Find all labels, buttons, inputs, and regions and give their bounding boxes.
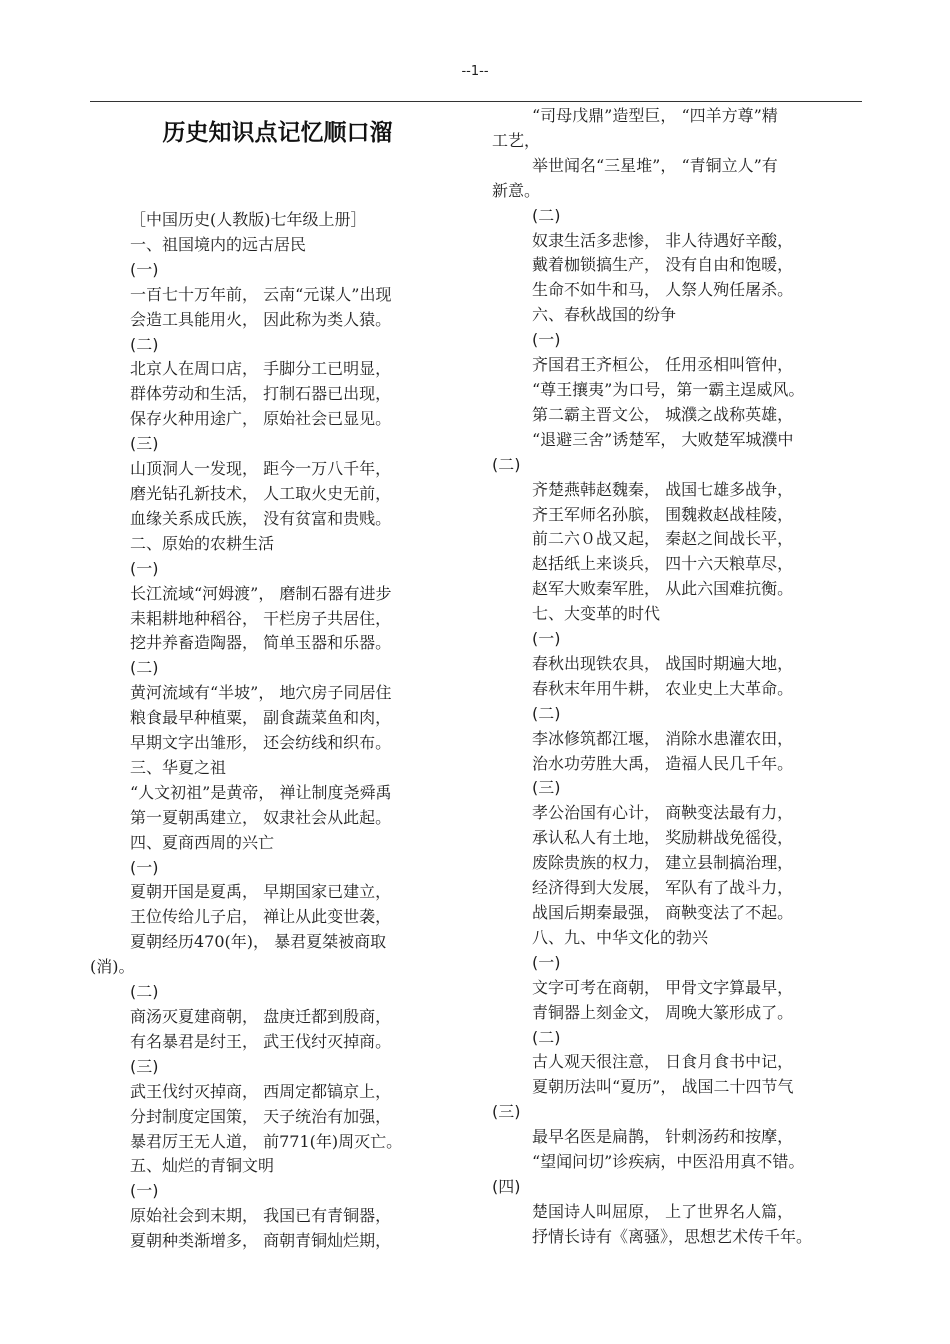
subsection-marker: (二) [130, 658, 159, 678]
verse-line: “尊王攘夷”为口号，第一霸主逞威风。 [532, 379, 805, 399]
verse-line: 磨光钻孔新技术， 人工取火史无前， [130, 483, 392, 503]
subsection-marker: (一) [130, 259, 159, 279]
verse-line: 治水功劳胜大禹， 造福人民几千年。 [532, 753, 794, 773]
document-title: 历史知识点记忆顺口溜 [162, 120, 393, 146]
subsection-marker: (三) [492, 1102, 521, 1122]
verse-line: “司母戊鼎”造型巨， “四羊方尊”精 [532, 106, 778, 125]
verse-continuation: (消)。 [90, 957, 135, 977]
verse-line: 古人观天很注意， 日食月食书中记， [532, 1052, 794, 1072]
verse-line: 北京人在周口店， 手脚分工已明显， [130, 359, 392, 379]
verse-line: 抒情长诗有《离骚》，思想艺术传千年。 [532, 1226, 813, 1246]
section-heading: 七、大变革的时代 [532, 604, 661, 624]
verse-line: 承认私人有土地， 奖励耕战免徭役， [532, 828, 794, 848]
section-heading: 一、祖国境内的远古居民 [130, 234, 307, 254]
verse-line: 春秋末年用牛耕， 农业史上大革命。 [532, 678, 794, 698]
verse-line: 前二六０战又起， 秦赵之间战长平， [532, 529, 794, 549]
verse-line: 经济得到大发展， 军队有了战斗力， [532, 878, 794, 898]
verse-line: 楚国诗人叫屈原， 上了世界名人篇， [532, 1201, 794, 1221]
subsection-marker: (二) [532, 1027, 561, 1047]
section-heading: 三、华夏之祖 [130, 757, 227, 777]
verse-line: 夏朝经历470(年)， 暴君夏桀被商取 [130, 932, 387, 952]
subsection-marker: (四) [492, 1176, 521, 1196]
left-column-lines [90, 208, 475, 1254]
verse-line: 群体劳动和生活， 打制石器已出现， [130, 384, 392, 404]
subsection-marker: (一) [532, 330, 561, 350]
verse-continuation: 工艺， [492, 130, 541, 150]
subsection-marker: (三) [130, 1056, 159, 1076]
subsection-marker: (二) [532, 703, 561, 723]
verse-line: 齐国君王齐桓公， 任用丞相叫管仲， [532, 355, 794, 375]
section-heading: ［中国历史(人教版)七年级上册］ [130, 210, 367, 229]
verse-line: 戴着枷锁搞生产， 没有自由和饱暖， [532, 255, 794, 275]
subsection-marker: (一) [130, 1181, 159, 1201]
verse-continuation: 新意。 [492, 180, 541, 200]
verse-line: 商汤灭夏建商朝， 盘庚迁都到殷商， [130, 1007, 392, 1026]
verse-line: 赵军大败秦军胜， 从此六国难抗衡。 [532, 579, 794, 599]
verse-line: 耒耜耕地种稻谷， 干栏房子共居住， [130, 608, 392, 628]
verse-line: 赵括纸上来谈兵， 四十六天粮草尽， [532, 554, 794, 574]
verse-line: 暴君厉王无人道， 前771(年)周灭亡。 [130, 1131, 403, 1151]
verse-line: 文字可考在商朝， 甲骨文字算最早， [532, 977, 794, 997]
verse-line: 有名暴君是纣王， 武王伐纣灭掉商。 [130, 1031, 392, 1051]
verse-line: 齐楚燕韩赵魏秦， 战国七雄多战争， [532, 479, 794, 499]
subsection-marker: (二) [130, 334, 159, 354]
subsection-marker: (二) [532, 205, 561, 225]
verse-line: 黄河流域有“半坡”， 地穴房子同居住 [130, 683, 392, 703]
verse-line: 第一夏朝禹建立， 奴隶社会从此起。 [130, 807, 392, 827]
verse-line: 血缘关系成氏族， 没有贫富和贵贱。 [130, 508, 392, 528]
verse-line: 王位传给儿子启， 禅让从此变世袭， [130, 907, 392, 927]
subsection-marker: (一) [130, 857, 159, 877]
verse-line: 最早名医是扁鹊， 针刺汤药和按摩， [532, 1127, 794, 1147]
verse-line: 奴隶生活多悲惨， 非人待遇好辛酸， [532, 230, 794, 250]
verse-line: 分封制度定国策， 天子统治有加强， [130, 1106, 392, 1126]
verse-line: 春秋出现铁农具， 战国时期遍大地， [532, 653, 794, 673]
subsection-marker: (二) [492, 454, 521, 474]
right-column [492, 104, 864, 1250]
verse-line: 夏朝种类渐增多， 商朝青铜灿烂期， [130, 1231, 392, 1251]
subsection-marker: (三) [532, 778, 561, 798]
verse-line: “退避三舍”诱楚军， 大败楚军城濮中 [532, 429, 794, 449]
section-heading: 八、九、中华文化的勃兴 [532, 927, 709, 947]
verse-line: 青铜器上刻金文， 周晚大篆形成了。 [532, 1002, 794, 1022]
verse-line: 齐王军师名孙膑， 围魏救赵战桂陵， [532, 504, 794, 524]
verse-line: 保存火种用途广， 原始社会已显见。 [130, 409, 392, 429]
subsection-marker: (二) [130, 982, 159, 1002]
verse-line: 夏朝历法叫“夏历”， 战国二十四节气 [532, 1077, 794, 1097]
subsection-marker: (三) [130, 434, 159, 454]
subsection-marker: (一) [532, 952, 561, 972]
section-heading: 二、原始的农耕生活 [130, 533, 275, 553]
verse-line: 粮食最早种植粟， 副食蔬菜鱼和肉， [130, 708, 392, 728]
section-heading: 四、夏商西周的兴亡 [130, 832, 275, 852]
header-rule [90, 101, 862, 102]
verse-line: 长江流域“河姆渡”， 磨制石器有进步 [130, 583, 392, 603]
section-heading: 五、灿烂的青铜文明 [130, 1156, 275, 1176]
verse-line: 挖井养畜造陶器， 简单玉器和乐器。 [130, 633, 392, 653]
section-heading: 六、春秋战国的纷争 [532, 305, 677, 325]
verse-line: 武王伐纣灭掉商， 西周定都镐京上， [130, 1081, 392, 1101]
right-column-lines [492, 104, 864, 1250]
page-number: --1-- [461, 64, 489, 79]
verse-line: 战国后期秦最强， 商鞅变法了不起。 [532, 903, 794, 922]
verse-line: 一百七十万年前， 云南“元谋人”出现 [130, 284, 392, 304]
verse-line: 废除贵族的权力， 建立县制搞治理， [532, 853, 794, 873]
verse-line: 会造工具能用火， 因此称为类人猿。 [130, 309, 392, 329]
left-column [90, 104, 475, 1254]
verse-line: 举世闻名“三星堆”， “青铜立人”有 [532, 155, 778, 175]
verse-line: “人文初祖”是黄帝， 禅让制度尧舜禹 [130, 782, 392, 802]
verse-line: 山顶洞人一发现， 距今一万八千年， [130, 459, 392, 479]
subsection-marker: (一) [130, 558, 159, 578]
verse-line: 第二霸主晋文公， 城濮之战称英雄， [532, 404, 794, 424]
verse-line: 原始社会到末期， 我国已有青铜器， [130, 1206, 392, 1226]
verse-line: 早期文字出雏形， 还会纺线和织布。 [130, 733, 392, 753]
verse-line: 夏朝开国是夏禹， 早期国家已建立， [130, 882, 392, 902]
verse-line: “望闻问切”诊疾病，中医沿用真不错。 [532, 1152, 805, 1172]
verse-line: 孝公治国有心计， 商鞅变法最有力， [532, 803, 794, 823]
verse-line: 李冰修筑都江堰， 消除水患灌农田， [532, 728, 794, 748]
subsection-marker: (一) [532, 629, 561, 649]
verse-line: 生命不如牛和马， 人祭人殉任屠杀。 [532, 280, 794, 300]
